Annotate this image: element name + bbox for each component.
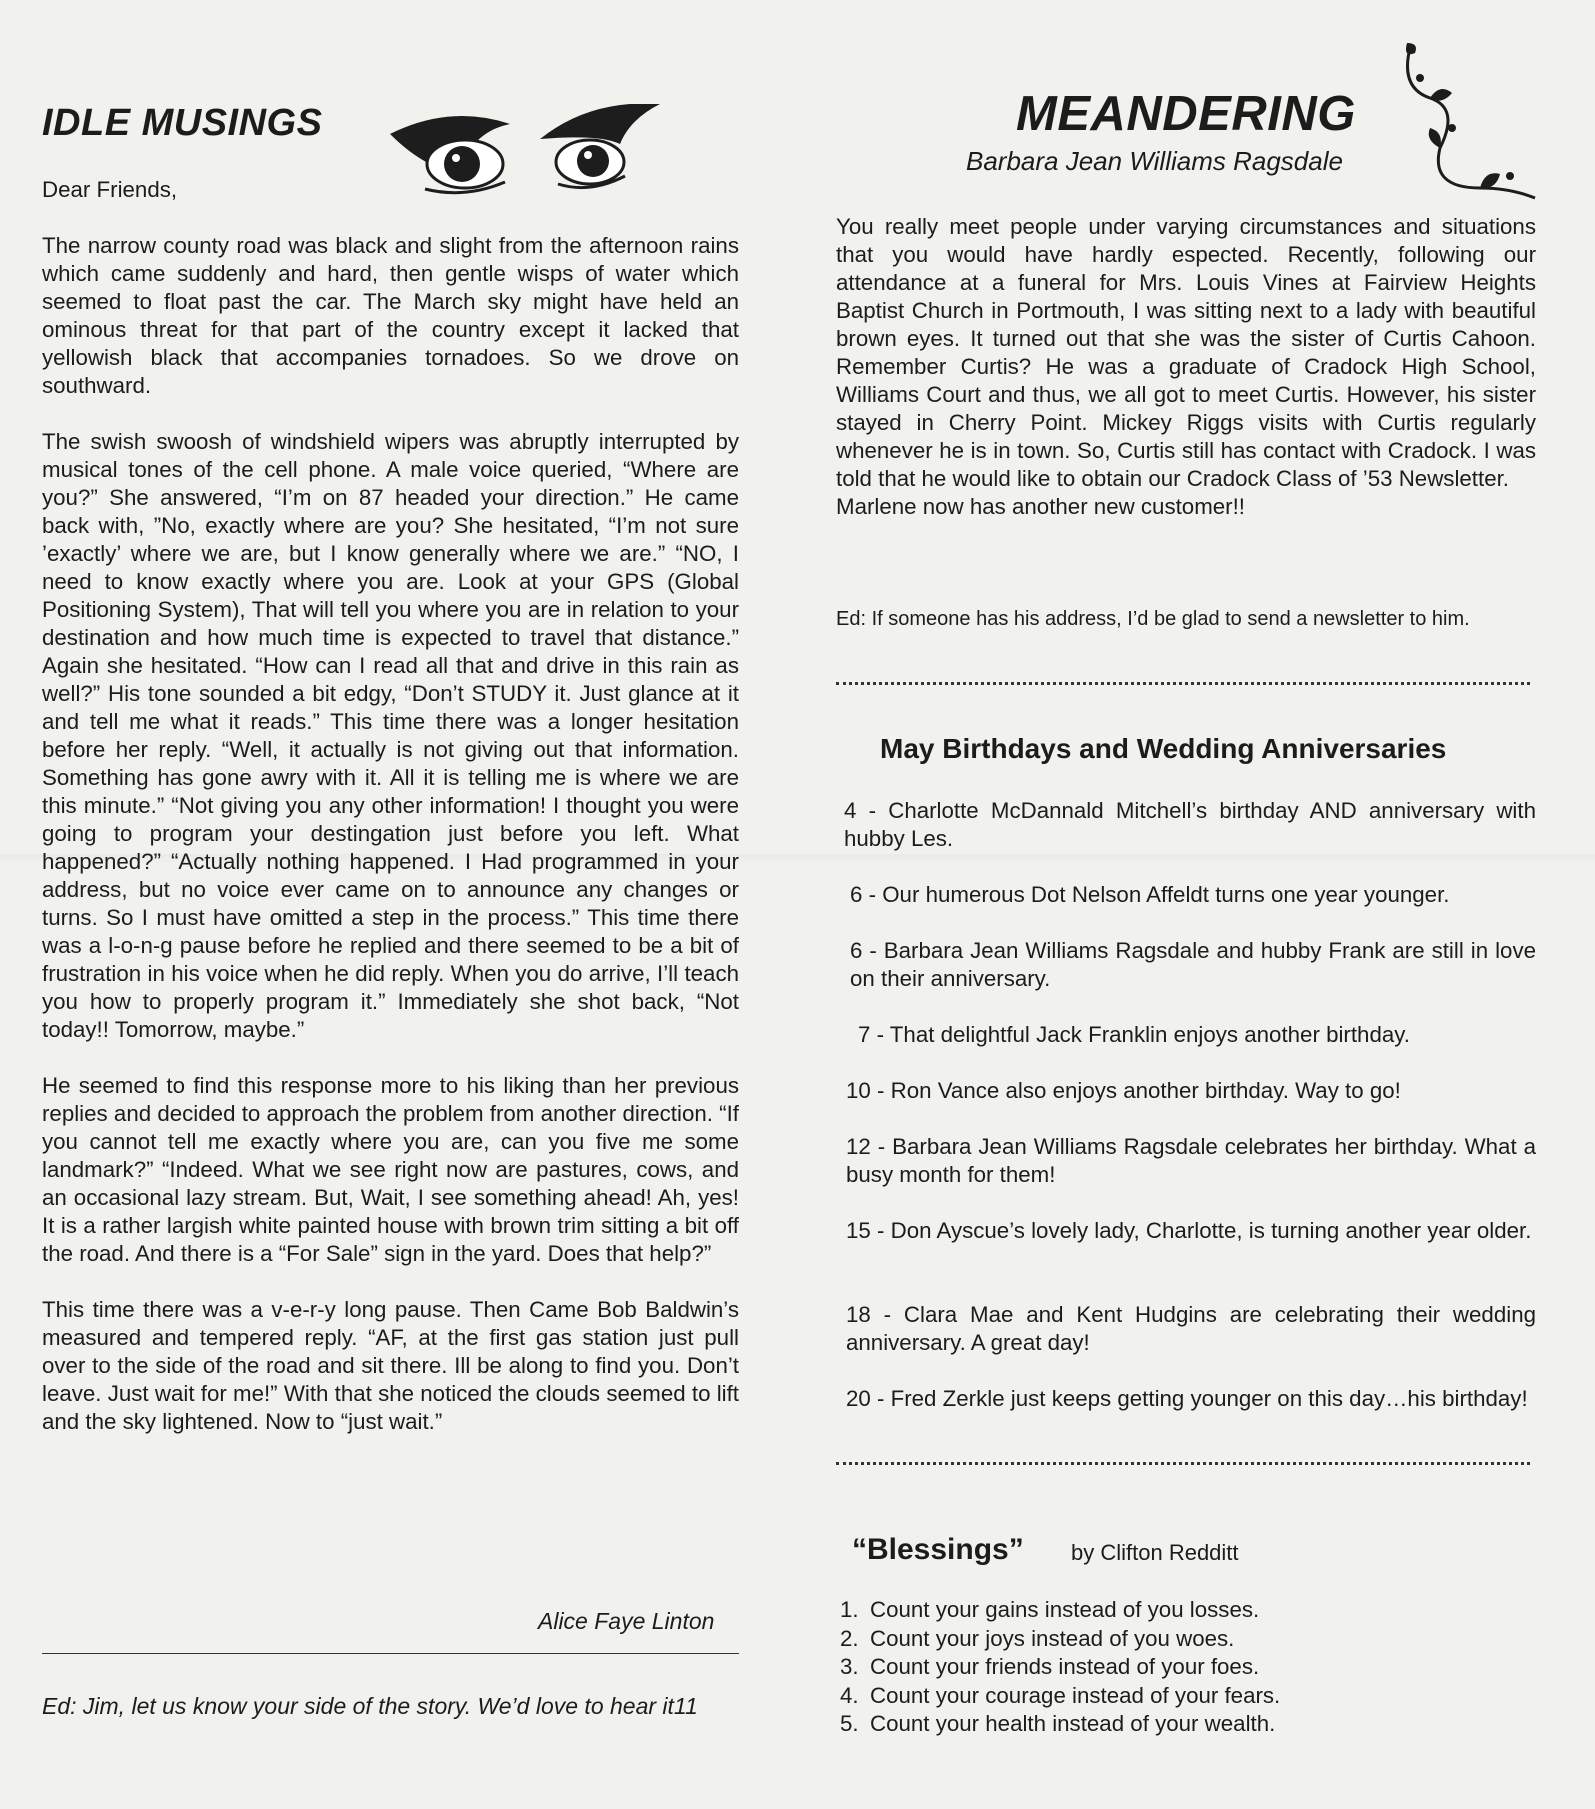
list-item: 4. Count your courage instead of your fears. bbox=[840, 1682, 1281, 1708]
list-item: 3. Count your friends instead of your foes. bbox=[840, 1654, 1260, 1679]
birthday-item: 6 - Our humerous Dot Nelson Affeldt turns one year younger. bbox=[850, 882, 1450, 907]
birthday-item: 20 - Fred Zerkle just keeps getting younger on this day…his birthday! bbox=[846, 1386, 1528, 1411]
meandering-body bbox=[836, 213, 1536, 521]
birthday-item: 4 - Charlotte McDannald Mitchell’s birthday AND anniversary with hubby Les. bbox=[844, 798, 1536, 851]
author-signature: Alice Faye Linton bbox=[538, 1608, 715, 1634]
blessings-author: by Clifton Redditt bbox=[1071, 1540, 1239, 1565]
blessings-title: “Blessings” bbox=[852, 1533, 1024, 1566]
byline: Barbara Jean Williams Ragsdale bbox=[966, 146, 1343, 176]
idle-musings-header: IDLE MUSINGS bbox=[42, 102, 323, 144]
list-item: 2. Count your joys instead of you woes. bbox=[840, 1625, 1235, 1651]
birthday-item: 18 - Clara Mae and Kent Hudgins are celebrating their wedding anniversary. A great day! bbox=[846, 1302, 1536, 1355]
birthday-item: 12 - Barbara Jean Williams Ragsdale celebrates her birthday. What a busy month for them! bbox=[846, 1134, 1536, 1187]
list-item: 1. Count your gains instead of you losses. bbox=[840, 1597, 1260, 1622]
paragraph: This time there was a v-e-r-y long pause. Then Came Bob Baldwin’s measured and tempered reply. “AF, at the first gas station just pull over to the side of the road and sit there. Ill be along to find you. Don’t leave. Just wait for me!” With that she noticed the clouds seemed to lift and the sky lightened. Now to “just wait.” bbox=[42, 1297, 739, 1434]
idle-musings-body bbox=[42, 176, 739, 1436]
paragraph: The swish swoosh of windshield wipers was abruptly interrupted by musical tones of the cell phone. A male voice queried, “Where are you?” She answered, “I’m on 87 headed your direction.” He came back with, ”No, exactly where are you? She hesitated, “I’m not sure ’exactly’ where we are, but I know generally where we are.” “NO, I need to know exactly where you are. Look at your GPS (Global Positioning System), That will tell you where you are in relation to your destination and how much time is expected to travel that distance.” Again she hesitated. “How can I read all that and drive in this rain as well?” His tone sounded a bit edgy, “Don’t STUDY it. Just glance at it and tell me what it reads.” This time there was a longer hesitation before her reply. “Well, it actually is not giving out that information. Something has gone awry with it. All it is telling me is where we are this minute.” “Not giving you any other information! I thought you were going to program your destingation just before you left. What happened?” “Actually nothing happened. I Had programmed in your address, but no voice ever came on to announce any changes or turns. So I must have omitted a step in the process.” This time there was a l-o-n-g pause before he replied and there seemed to be a bit of frustration in his voice when he did reply. When you do arrive, I’ll teach you how to properly program it.” Immediately she shot back, “Not today!! Tomorrow, maybe.” bbox=[42, 429, 739, 1042]
birthday-item: 15 - Don Ayscue’s lovely lady, Charlotte, is turning another year older. bbox=[846, 1218, 1532, 1243]
paragraph: The narrow county road was black and slight from the afternoon rains which came suddenly and hard, then gentle wisps of water which seemed to float past the car. The March sky might have held an ominous threat for that part of the country except it lacked that yellowish black that accompanies tornadoes. So we drove on southward. bbox=[42, 233, 739, 398]
blessings-list bbox=[840, 1596, 1280, 1739]
editor-note: Ed: Jim, let us know your side of the story. We’d love to hear it11 bbox=[42, 1693, 698, 1719]
salutation: Dear Friends, bbox=[42, 177, 178, 202]
paragraph: He seemed to find this response more to his liking than her previous replies and decided to approach the problem from another direction. “If you cannot tell me exactly where you are, can you five me some landmark?” “Indeed. What we see right now are pastures, cows, and an occasional lazy stream. But, Wait, I see something ahead! Ah, yes! It is a rather largish white painted house with brown trim sitting a bit off the road. And there is a “For Sale” sign in the yard. Does that help?” bbox=[42, 1073, 739, 1266]
birthday-item: 10 - Ron Vance also enjoys another birthday. Way to go! bbox=[846, 1078, 1401, 1103]
divider bbox=[836, 682, 1530, 685]
birthday-item: 7 - That delightful Jack Franklin enjoys another birthday. bbox=[858, 1022, 1410, 1047]
birthday-item: 6 - Barbara Jean Williams Ragsdale and hubby Frank are still in love on their anniversary. bbox=[850, 938, 1536, 991]
divider bbox=[42, 1653, 739, 1654]
paragraph: Marlene now has another new customer!! bbox=[836, 494, 1245, 519]
divider bbox=[836, 1462, 1530, 1465]
list-item: 5. Count your health instead of your wealth. bbox=[840, 1711, 1276, 1736]
birthdays-title: May Birthdays and Wedding Anniversaries bbox=[880, 733, 1447, 764]
meandering-header: MEANDERING bbox=[1016, 87, 1356, 141]
editor-note: Ed: If someone has his address, I’d be glad to send a newsletter to him. bbox=[836, 608, 1470, 630]
vine-decoration-icon bbox=[1390, 38, 1540, 218]
paragraph: You really meet people under varying circumstances and situations that you would have hardly espected. Recently, following our attendance at a funeral for Mrs. Louis Vines at Fairview Heights Baptist Church in Portmouth, I was sitting next to a lady with beautiful brown eyes. It turned out that she was the sister of Curtis Cahoon. Remember Curtis? He was a graduate of Cradock High School, Williams Court and thus, we all got to meet Curtis. However, his sister stayed in Cherry Point. Mickey Riggs visits with Curtis regularly whenever he is in town. So, Curtis still has contact with Cradock. I was told that he would like to obtain our Cradock Class of ’53 Newsletter. bbox=[836, 214, 1536, 491]
